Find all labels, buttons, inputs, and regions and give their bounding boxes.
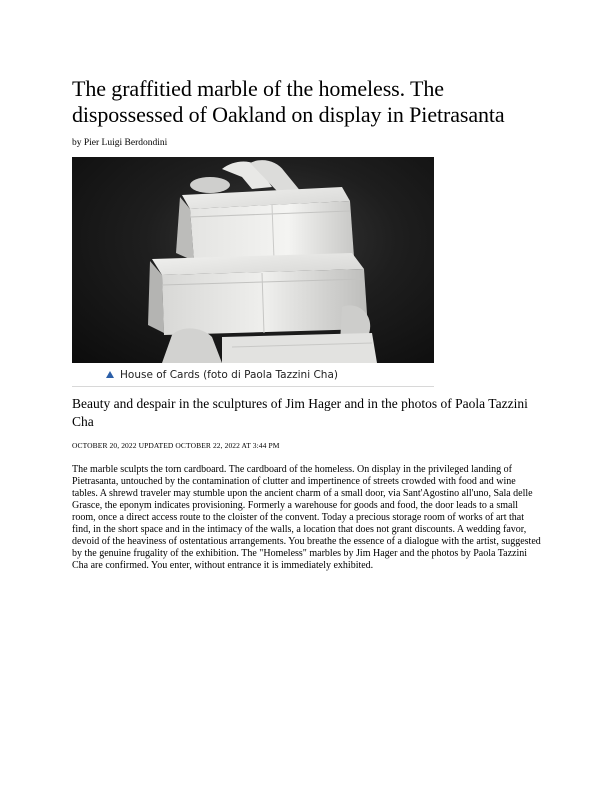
article-title: The graffitied marble of the homeless. The dispossessed of Oakland on display in Pietrasanta xyxy=(72,76,505,127)
caption-triangle-icon xyxy=(106,371,114,378)
article-dateline: OCTOBER 20, 2022 UPDATED OCTOBER 22, 2022 AT 3:44 PM xyxy=(72,441,280,450)
article-figure xyxy=(72,157,434,387)
article-byline: by Pier Luigi Berdondini xyxy=(72,138,168,148)
image-caption-bar xyxy=(72,363,434,387)
marble-sculpture-image xyxy=(72,157,434,363)
image-caption: House of Cards (foto di Paola Tazzini Cha) xyxy=(120,368,338,381)
sculpture-photo xyxy=(72,157,434,363)
article-subtitle: Beauty and despair in the sculptures of Jim Hager and in the photos of Paola Tazzini Cha xyxy=(72,396,528,429)
article-body: The marble sculpts the torn cardboard. The cardboard of the homeless. On display in the privileged landing of Pietrasanta, untouched by the contamination of clutter and impertinence of streets crowded with food and wine tables. A shrewd traveler may stumble upon the ancient charm of a small door, via Sant'Agostino all'uno, Sala delle Grasce, the eponym indicates provisioning. Formerly a warehouse for goods and food, the door leads to a small room, once a direct access route to the cloister of the convent. Today a precious storage room of works of art that find, in the short space and in the intimacy of the walls, a location that does not grant discounts. A wedding favor, devoid of the heaviness of ostentatious arrangements. You breathe the essence of a dialogue with the artist, suggested by the genuine frugality of the exhibition. The "Homeless" marbles by Jim Hager and the photos by Paola Tazzini Cha are confirmed. You enter, without entrance it is immediately exhibited. xyxy=(72,464,541,571)
